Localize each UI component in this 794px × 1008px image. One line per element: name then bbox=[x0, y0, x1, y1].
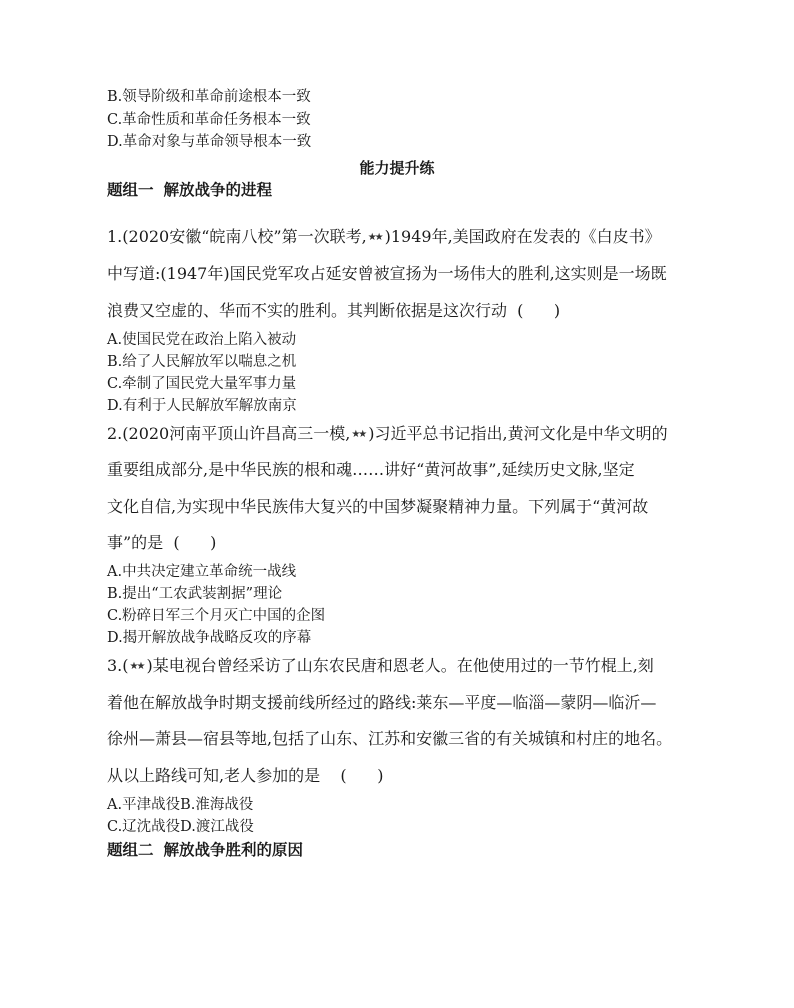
section-title: 能力提升练 bbox=[359, 159, 435, 177]
group1-heading bbox=[107, 178, 272, 200]
q3-source: 3.( bbox=[107, 656, 129, 675]
q2-text-start: )习近平总书记指出,黄河文化是中华文明的 bbox=[368, 424, 668, 443]
q3-line4: 从以上路线可知,老人参加的是 ( ) bbox=[107, 766, 384, 785]
q2-line3: 文化自信,为实现中华民族伟大复兴的中国梦凝聚精神力量。下列属于“黄河故 bbox=[107, 497, 649, 516]
q1-option-d: D.有利于人民解放军解放南京 bbox=[107, 398, 297, 414]
q1-text-start: )1949年,美国政府在发表的《白皮书》 bbox=[384, 227, 661, 246]
q1-source: 1.(2020安徽“皖南八校”第一次联考, bbox=[107, 227, 367, 246]
q3-options-ab: A.平津战役B.淮海战役 bbox=[107, 797, 254, 813]
q3-line1 bbox=[107, 656, 654, 677]
difficulty-star-icon: ★★ bbox=[367, 232, 382, 243]
q2-source: 2.(2020河南平顶山许昌高三一模, bbox=[107, 424, 351, 443]
q1-line1 bbox=[107, 227, 661, 248]
q2-line1 bbox=[107, 424, 668, 445]
q2-line2: 重要组成部分,是中华民族的根和魂……讲好“黄河故事”,延续历史文脉,坚定 bbox=[107, 460, 635, 479]
prev-option-c: C.革命性质和革命任务根本一致 bbox=[107, 112, 311, 128]
q2-option-b: B.提出“工农武装割据”理论 bbox=[107, 586, 283, 602]
q3-line2: 着他在解放战争时期支援前线所经过的路线:莱东—平度—临淄—蒙阴—临沂— bbox=[107, 693, 657, 712]
q1-option-b: B.给了人民解放军以喘息之机 bbox=[107, 354, 297, 370]
q3-options-cd: C.辽沈战役D.渡江战役 bbox=[107, 819, 254, 835]
q1-option-c: C.牵制了国民党大量军事力量 bbox=[107, 376, 297, 392]
difficulty-star-icon: ★★ bbox=[351, 429, 366, 440]
group2-label: 题组二 bbox=[107, 841, 154, 859]
group2-heading bbox=[107, 838, 303, 860]
group1-title: 解放战争的进程 bbox=[163, 181, 273, 199]
q1-option-a: A.使国民党在政治上陷入被动 bbox=[107, 332, 297, 348]
q1-line3: 浪费又空虚的、华而不实的胜利。其判断依据是这次行动 ( ) bbox=[107, 301, 561, 320]
q2-option-a: A.中共决定建立革命统一战线 bbox=[107, 564, 297, 580]
difficulty-star-icon: ★★ bbox=[129, 661, 144, 672]
q2-option-d: D.揭开解放战争战略反攻的序幕 bbox=[107, 630, 312, 646]
q1-line2: 中写道:(1947年)国民党军攻占延安曾被宣扬为一场伟大的胜利,这实则是一场既 bbox=[107, 264, 667, 283]
q3-text-start: )某电视台曾经采访了山东农民唐和恩老人。在他使用过的一节竹棍上,刻 bbox=[146, 656, 654, 675]
group1-label: 题组一 bbox=[107, 181, 154, 199]
q3-line3: 徐州—萧县—宿县等地,包括了山东、江苏和安徽三省的有关城镇和村庄的地名。 bbox=[107, 729, 673, 748]
q2-line4: 事”的是 ( ) bbox=[107, 533, 217, 552]
prev-option-d: D.革命对象与革命领导根本一致 bbox=[107, 134, 312, 150]
q2-option-c: C.粉碎日军三个月灭亡中国的企图 bbox=[107, 608, 326, 624]
prev-option-b: B.领导阶级和革命前途根本一致 bbox=[107, 89, 311, 105]
group2-title: 解放战争胜利的原因 bbox=[163, 841, 304, 859]
